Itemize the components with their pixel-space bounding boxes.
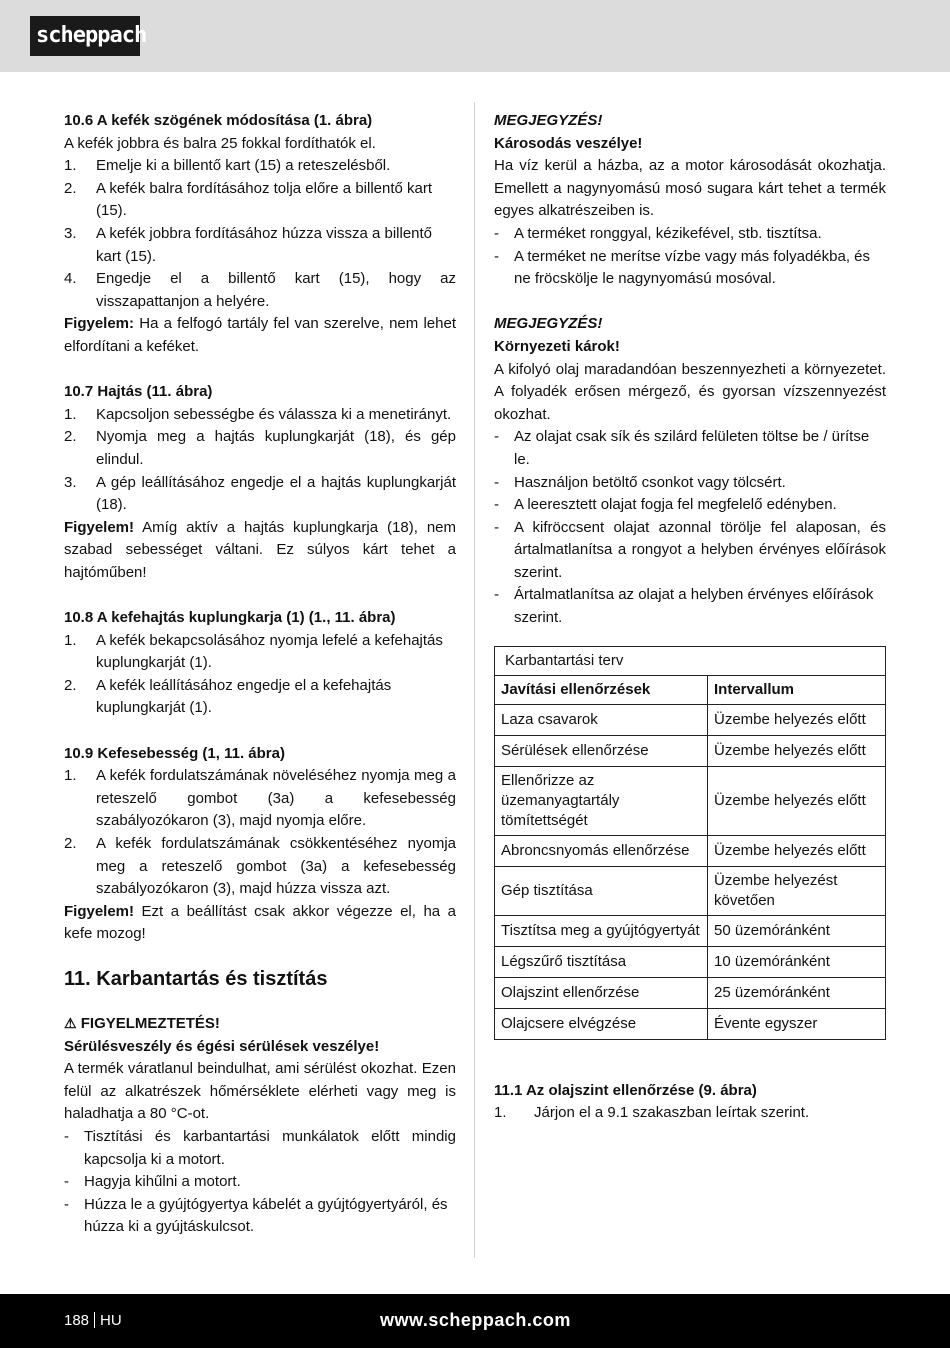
list-item (494, 223, 886, 246)
list-item (64, 833, 456, 901)
table-row (495, 915, 886, 946)
task-cell: Abroncsnyomás ellenőrzése (495, 835, 708, 866)
section-11-1-steps (494, 1102, 886, 1125)
step-text: A gép leállításához engedje el a hajtás kuplungkarját (18). (96, 473, 456, 514)
list-item (494, 426, 886, 471)
column-divider (474, 102, 475, 1258)
bullet-text: Tisztítási és karbantartási munkálatok előtt mindig kapcsolja ki a motort. (84, 1127, 456, 1168)
list-item (64, 1126, 456, 1171)
section-10-6-intro: A kefék jobbra és balra 25 fokkal fordíthatók el. (64, 134, 376, 152)
step-text: Engedje el a billentő kart (15), hogy az visszapattanjon a helyére. (96, 270, 456, 310)
bullet-dash: - (494, 224, 499, 242)
interval-cell: 50 üzemóránként (708, 915, 886, 946)
bullet-text: A terméket ronggyal, kézikefével, stb. tisztítsa. (514, 224, 822, 242)
page-header (0, 0, 950, 72)
list-item (64, 404, 456, 427)
table-title-row (495, 646, 886, 675)
warning-title (64, 1012, 456, 1036)
list-item (494, 1102, 886, 1125)
task-cell: Gép tisztítása (495, 866, 708, 915)
section-10-6-note (64, 313, 456, 358)
bullet-text: Az olajat csak sík és szilárd felületen töltse be / ürítse le. (514, 428, 870, 468)
section-10-9-steps (64, 765, 456, 901)
list-item (64, 630, 456, 675)
step-number: 1. (64, 405, 77, 423)
task-cell: Légszűrő tisztítása (495, 946, 708, 977)
scheppach-logo: scheppach (30, 16, 140, 56)
table-row (495, 1008, 886, 1039)
step-number: 2. (64, 179, 77, 197)
section-10-9-heading: 10.9 Kefesebesség (1, 11. ábra) (64, 744, 285, 762)
maintenance-table (494, 646, 886, 1040)
interval-cell: Évente egyszer (708, 1008, 886, 1039)
bullet-text: Használjon betöltő csonkot vagy tölcsért. (514, 473, 786, 491)
list-item (64, 223, 456, 268)
step-number: 3. (64, 224, 77, 242)
bullet-text: A terméket ne merítse vízbe vagy más folyadékba, és ne fröcskölje le nagynyomású mosóval. (514, 247, 871, 288)
step-text: A kefék fordulatszámának csökkentéséhez nyomja meg a reteszelő gombot (3a) a kefesebesség szabályozókaron (3), majd húzza vissza azt. (96, 835, 456, 898)
step-text: A kefék leállításához engedje el a kefehajtás kuplungkarját (1). (96, 676, 392, 717)
step-number: 1. (64, 631, 77, 649)
note-damage-text: Ha víz kerül a házba, az a motor károsodását okozhatja. Emellett a nagynyomású mosó sugara kárt tehet a termék egyes alkatrészeiben is. (494, 157, 886, 220)
note-text: Amíg aktív a hajtás kuplungkarja (18), nem szabad sebességet váltani. Ez súlyos kárt tehet a hajtóműben! (64, 518, 456, 581)
interval-cell: 25 üzemóránként (708, 977, 886, 1008)
table-row (495, 766, 886, 835)
step-number: 2. (64, 428, 77, 446)
list-item (64, 675, 456, 720)
page-number (64, 1310, 122, 1332)
list-item (64, 1171, 456, 1194)
task-cell: Sérülések ellenőrzése (495, 735, 708, 766)
step-number: 4. (64, 270, 77, 288)
table-row (495, 977, 886, 1008)
task-cell: Ellenőrizze az üzemanyagtartály tömítettségét (495, 766, 708, 835)
section-10-6-heading: 10.6 A kefék szögének módosítása (1. ábra) (64, 112, 373, 129)
warning-bullets (64, 1126, 456, 1239)
website-link[interactable]: www.scheppach.com (380, 1310, 571, 1330)
list-item (64, 155, 456, 178)
section-10-7-heading: 10.7 Hajtás (11. ábra) (64, 383, 213, 401)
note-environment-title: MEGJEGYZÉS! (494, 315, 603, 333)
list-item (64, 1194, 456, 1239)
step-text: Emelje ki a billentő kart (15) a reteszelésből. (96, 157, 391, 175)
note-damage-title: MEGJEGYZÉS! (494, 112, 603, 129)
section-10-8-steps (64, 630, 456, 720)
interval-cell: Üzembe helyezés előtt (708, 835, 886, 866)
note-text: Ezt a beállítást csak akkor végezze el, ha a kefe mozog! (64, 902, 456, 943)
table-title: Karbantartási terv (495, 646, 886, 675)
table-row (495, 835, 886, 866)
note-environment-text: A kifolyó olaj maradandóan beszennyezheti a környezetet. A folyadék erősen mérgező, és gyorsan vízszennyezést okozhat. (494, 360, 886, 423)
bullet-dash: - (494, 518, 499, 536)
bullet-text: Ártalmatlanítsa az olajat a helyben érvényes előírások szerint. (514, 586, 874, 627)
warning-subtitle: Sérülésveszély és égési sérülések veszélye! (64, 1037, 380, 1055)
list-item (64, 426, 456, 471)
bullet-dash: - (494, 428, 499, 446)
section-10-8-heading: 10.8 A kefehajtás kuplungkarja (1) (1., 11. ábra) (64, 609, 396, 627)
table-header-row (495, 675, 886, 704)
bullet-dash: - (64, 1127, 69, 1145)
note-label: Figyelem: (64, 315, 135, 333)
task-cell: Olajszint ellenőrzése (495, 977, 708, 1008)
warning-text: A termék váratlanul beindulhat, ami sérülést okozhat. Ezen felül az alkatrészek hőmérséklete elérheti vagy meg is haladhatja a 80 °C-ot. (64, 1060, 456, 1123)
language-code: HU (100, 1312, 122, 1329)
bullet-dash: - (494, 496, 499, 514)
bullet-text: Hagyja kihűlni a motort. (84, 1173, 241, 1191)
step-number: 1. (494, 1104, 507, 1122)
section-11-heading: 11. Karbantartás és tisztítás (64, 967, 328, 990)
list-item (64, 472, 456, 517)
bullet-text: Húzza le a gyújtógyertya kábelét a gyújtógyertyáról, és húzza ki a gyújtáskulcsot. (84, 1195, 448, 1236)
list-item (64, 765, 456, 833)
bullet-dash: - (64, 1195, 69, 1213)
step-number: 2. (64, 676, 77, 694)
step-text: A kefék fordulatszámának növeléséhez nyomja meg a reteszelő gombot (3a) a kefesebesség szabályozókaron (3), majd nyomja előre. (96, 767, 456, 830)
note-label: Figyelem! (64, 518, 135, 536)
task-cell: Tisztítsa meg a gyújtógyertyát (495, 915, 708, 946)
warning-title-text: FIGYELMEZTETÉS! (80, 1014, 220, 1032)
interval-cell: 10 üzemóránként (708, 946, 886, 977)
interval-cell: Üzembe helyezés előtt (708, 735, 886, 766)
bullet-dash: - (494, 247, 499, 265)
section-10-7-note (64, 517, 456, 585)
section-10-6-steps (64, 155, 456, 313)
table-row (495, 866, 886, 915)
interval-cell: Üzembe helyezés előtt (708, 704, 886, 735)
step-text: A kefék bekapcsolásához nyomja lefelé a kefehajtás kuplungkarját (1). (96, 631, 443, 672)
bullet-dash: - (494, 473, 499, 491)
right-column (494, 110, 886, 1125)
note-environment-bullets (494, 426, 886, 629)
task-cell: Olajcsere elvégzése (495, 1008, 708, 1039)
list-item (494, 246, 886, 291)
list-item (494, 517, 886, 585)
list-item (494, 494, 886, 517)
table-row (495, 946, 886, 977)
step-number: 2. (64, 835, 77, 852)
interval-cell: Üzembe helyezés előtt (708, 766, 886, 835)
section-10-9-note (64, 901, 456, 946)
bullet-text: A leeresztett olajat fogja fel megfelelő edényben. (514, 496, 837, 514)
table-row (495, 704, 886, 735)
list-item (64, 268, 456, 313)
interval-cell: Üzembe helyezést követően (708, 866, 886, 915)
step-number: 1. (64, 157, 77, 175)
footer-separator (94, 1312, 95, 1328)
note-damage-bullets (494, 223, 886, 291)
bullet-text: A kifröccsent olajat azonnal törölje fel alaposan, és ártalmatlanítsa a rongyot a helyben érvényes előírások szerint. (514, 518, 886, 581)
list-item (494, 584, 886, 629)
note-text: Ha a felfogó tartály fel van szerelve, nem lehet elfordítani a keféket. (64, 315, 456, 355)
page-number-value: 188 (64, 1312, 90, 1329)
list-item (64, 178, 456, 223)
step-text: A kefék jobbra fordításához húzza vissza a billentő kart (15). (96, 224, 433, 265)
section-11-1-heading: 11.1 Az olajszint ellenőrzése (9. ábra) (494, 1081, 757, 1099)
task-cell: Laza csavarok (495, 704, 708, 735)
left-column (64, 110, 456, 1239)
column-header-interval: Intervallum (708, 675, 886, 704)
column-header-task: Javítási ellenőrzések (495, 675, 708, 704)
bullet-dash: - (494, 586, 499, 604)
table-row (495, 735, 886, 766)
note-environment-subtitle: Környezeti károk! (494, 337, 620, 355)
note-label: Figyelem! (64, 902, 135, 920)
note-damage-subtitle: Károsodás veszélye! (494, 134, 643, 152)
list-item (494, 472, 886, 495)
section-10-7-steps (64, 404, 456, 517)
step-number: 1. (64, 767, 77, 785)
step-text: Járjon el a 9.1 szakaszban leírtak szerint. (534, 1104, 810, 1122)
page-footer (0, 1294, 950, 1348)
bullet-dash: - (64, 1173, 69, 1191)
step-text: Nyomja meg a hajtás kuplungkarját (18), és gép elindul. (96, 428, 456, 468)
warning-triangle-icon: ⚠ (64, 1014, 77, 1031)
step-text: A kefék balra fordításához tolja előre a billentő kart (15). (96, 179, 433, 220)
step-text: Kapcsoljon sebességbe és válassza ki a menetirányt. (96, 405, 452, 423)
step-number: 3. (64, 473, 77, 491)
